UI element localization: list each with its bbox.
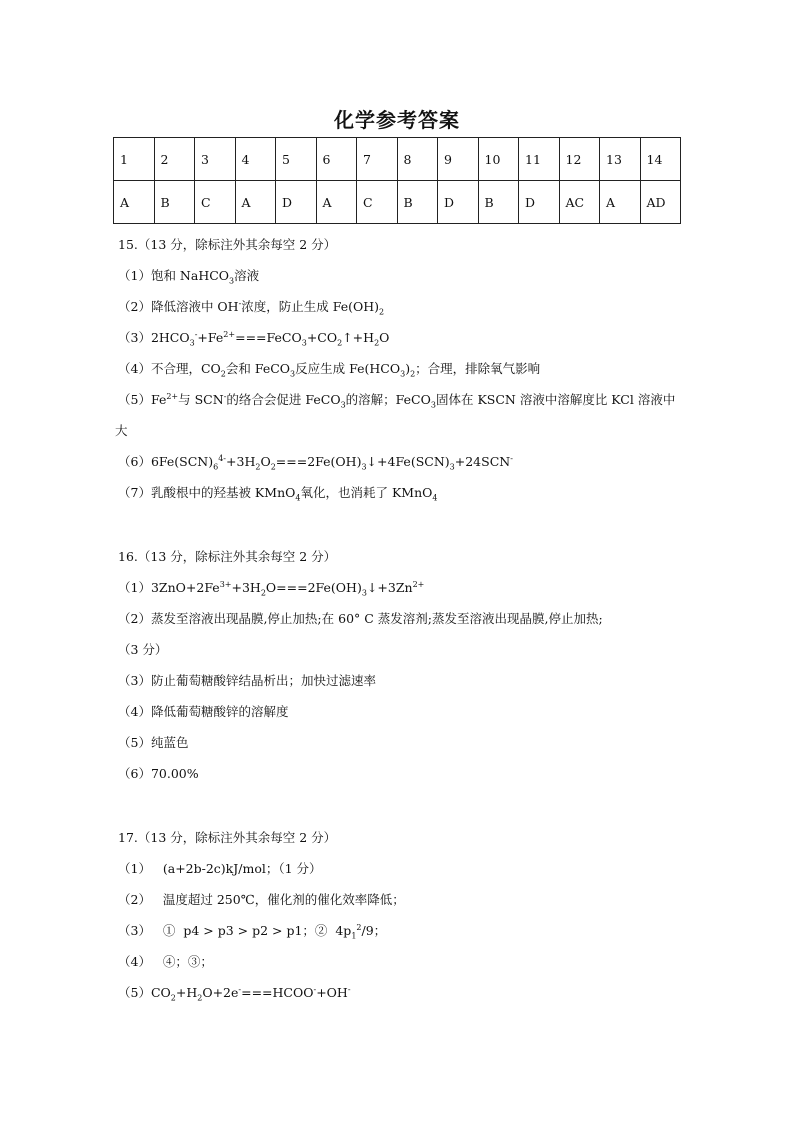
question-number-cell: 12 <box>559 138 600 181</box>
q15-answer-5: $(5)Fe^{2+}$与 SCN-的络合会促进 FeCO$_3$的溶解；FeCO$_3$固体在 KSCN 溶液中溶解度比 KCl 溶液中 <box>118 391 676 410</box>
question-15-section <box>115 229 698 508</box>
question-number-cell: 5 <box>276 138 317 181</box>
question-number-row <box>114 138 681 181</box>
question-number-cell: 8 <box>397 138 438 181</box>
question-16-section <box>118 541 698 789</box>
question-number-cell: 10 <box>478 138 519 181</box>
question-number-cell: 4 <box>235 138 276 181</box>
question-number-cell: 14 <box>640 138 681 181</box>
answer-row <box>114 181 681 224</box>
answer-cell: B <box>478 181 519 224</box>
question-number-cell: 9 <box>438 138 479 181</box>
q15-answer-2: （2）降低溶液中 OH-浓度，防止生成 $Fe(OH)_2$ <box>118 298 385 317</box>
question-number-cell: 3 <box>195 138 236 181</box>
answer-table <box>113 137 681 224</box>
q16-answer-3: （3）防止葡萄糖酸锌结晶析出；加快过滤速率 <box>118 673 376 688</box>
q17-answer-4: （4） ④；③； <box>118 954 213 969</box>
question-number-cell: 1 <box>114 138 155 181</box>
answer-cell: A <box>316 181 357 224</box>
page-title: 化学参考答案 <box>334 108 460 132</box>
answer-cell: B <box>397 181 438 224</box>
q17-header: 17.（13 分，除标注外其余每空 2 分） <box>118 830 337 845</box>
q16-answer-5: （5）纯蓝色 <box>118 735 189 750</box>
answer-cell: A <box>235 181 276 224</box>
q15-answer-4: （4）不合理，$CO_2$会和 FeCO$_3$反应生成 $Fe(HCO_3)_2$；合理，排除氧气影响 <box>118 361 541 379</box>
q16-header: 16.（13 分，除标注外其余每空 2 分） <box>118 549 337 564</box>
q15-answer-3: $(3)2HCO_3^-+Fe^{2+}===FeCO_3+CO_2↑+H_2O$ <box>118 329 390 348</box>
question-17-section <box>118 822 698 1008</box>
answer-cell: C <box>195 181 236 224</box>
answer-cell: D <box>519 181 560 224</box>
answer-cell: AD <box>640 181 681 224</box>
q17-answer-5: $(5)CO_2+H_2O+2e^-===HCOO^-+OH^-$ <box>118 984 351 1003</box>
question-number-cell: 2 <box>154 138 195 181</box>
answer-cell: AC <box>559 181 600 224</box>
q16-answer-1: $(1)3ZnO+2Fe^{3+}+3H_2O===2Fe(OH)_3↓+3Zn^{2+}$ <box>118 579 425 598</box>
question-number-cell: 6 <box>316 138 357 181</box>
q15-answer-5-continued: 大 <box>115 423 128 438</box>
q17-answer-1: （1） (a+2b-2c)kJ/mol；（1 分） <box>118 861 322 876</box>
q15-answer-1: （1）饱和 NaHCO$_3$溶液 <box>118 268 260 286</box>
answer-cell: D <box>438 181 479 224</box>
q15-header: 15.（13 分，除标注外其余每空 2 分） <box>118 237 337 252</box>
answer-cell: B <box>154 181 195 224</box>
question-number-cell: 11 <box>519 138 560 181</box>
q16-answer-6: （6）70.00% <box>118 766 199 781</box>
answer-cell: A <box>114 181 155 224</box>
q16-answer-4: （4）降低葡萄糖酸锌的溶解度 <box>118 704 289 719</box>
question-number-cell: 13 <box>600 138 641 181</box>
q16-answer-2: （2）蒸发至溶液出现晶膜,停止加热;在 60° C 蒸发溶剂;蒸发至溶液出现晶膜,停止加热; <box>118 611 603 626</box>
q17-answer-2: （2） 温度超过 250℃，催化剂的催化效率降低； <box>118 892 405 907</box>
answer-cell: A <box>600 181 641 224</box>
answer-cell: D <box>276 181 317 224</box>
q15-answer-6: $(6)6Fe(SCN)_6^{4-}+3H_2O_2===2Fe(OH)_3↓+4Fe(SCN)_3+24SCN^-$ <box>118 453 513 472</box>
q17-answer-3: （3） ① p4 > p3 > p2 > p1；② $4p_1^2/9$； <box>118 922 387 941</box>
q16-answer-2-continued: （3 分） <box>118 642 168 657</box>
answer-cell: C <box>357 181 398 224</box>
question-number-cell: 7 <box>357 138 398 181</box>
q15-answer-7: （7）乳酸根中的羟基被 KMnO$_4$氧化，也消耗了 KMnO$_4$ <box>118 485 438 503</box>
